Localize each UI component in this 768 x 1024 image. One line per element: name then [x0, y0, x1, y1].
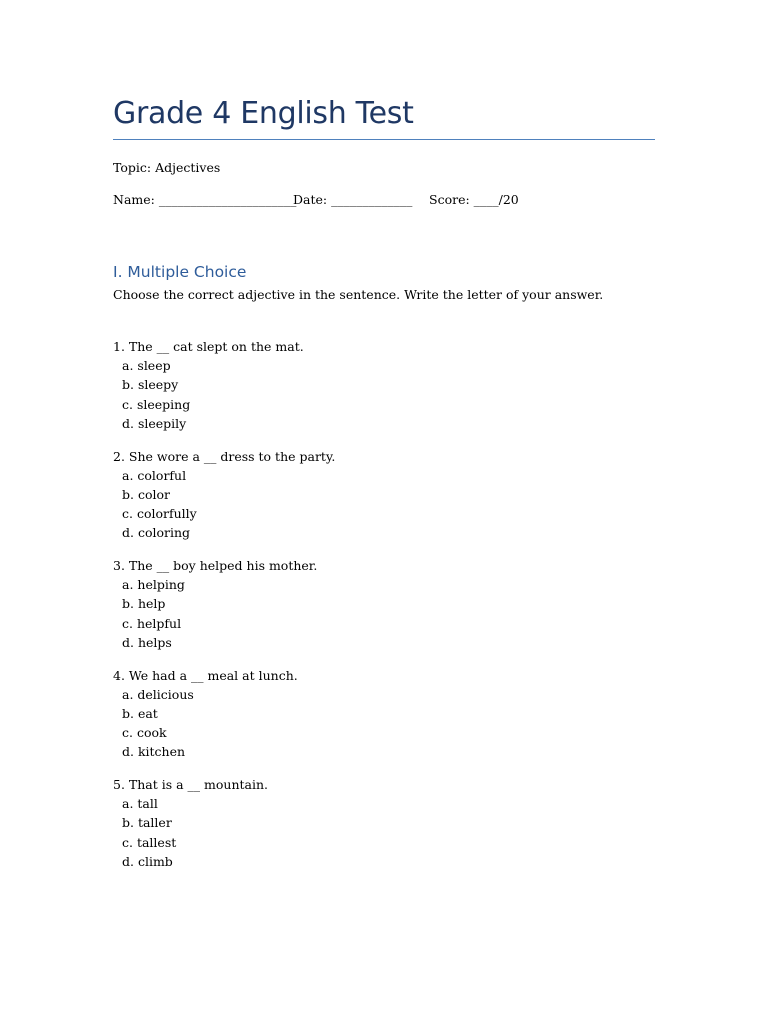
answer-option: b. color: [122, 486, 170, 502]
question-5: [113, 775, 655, 871]
answer-option: a. delicious: [122, 686, 194, 702]
answer-option: d. sleepily: [122, 415, 187, 431]
answer-option: d. coloring: [122, 525, 191, 541]
answer-option: b. eat: [122, 705, 158, 721]
question-text: 4. We had a __ meal at lunch.: [113, 667, 298, 683]
question-4: [113, 666, 655, 762]
answer-option: c. helpful: [122, 615, 182, 631]
question-text: 2. She wore a __ dress to the party.: [113, 448, 336, 464]
answer-option: b. help: [122, 596, 166, 612]
answer-option: b. taller: [122, 815, 172, 831]
answer-option: c. tallest: [122, 834, 177, 850]
answer-option: d. climb: [122, 853, 173, 869]
question-2: [113, 447, 655, 543]
question-text: 1. The __ cat slept on the mat.: [113, 339, 304, 354]
section-instructions: Choose the correct adjective in the sentence. Write the letter of your answer.: [113, 287, 604, 302]
title-underline: [113, 139, 655, 140]
name-field: Name: ______________________: [113, 192, 297, 207]
question-text: 5. That is a __ mountain.: [113, 777, 268, 793]
answer-option: a. tall: [122, 796, 158, 812]
answer-option: c. colorfully: [122, 506, 197, 522]
answer-option: d. helps: [122, 634, 172, 650]
question-list: [113, 337, 655, 885]
document-title: Grade 4 English Test: [113, 96, 414, 131]
section-heading: I. Multiple Choice: [113, 263, 247, 281]
answer-option: b. sleepy: [122, 377, 179, 393]
date-field: Date: _____________: [293, 192, 413, 207]
topic-line: Topic: Adjectives: [113, 160, 221, 175]
answer-option: a. colorful: [122, 467, 187, 483]
answer-option: c. cook: [122, 725, 167, 741]
score-field: Score: ____/20: [429, 192, 519, 207]
question-3: [113, 556, 655, 652]
answer-option: d. kitchen: [122, 744, 186, 760]
student-info-line: [113, 191, 519, 209]
answer-option: c. sleeping: [122, 396, 191, 412]
question-1: [113, 337, 655, 433]
answer-option: a. sleep: [122, 358, 171, 374]
answer-option: a. helping: [122, 577, 185, 593]
question-text: 3. The __ boy helped his mother.: [113, 558, 318, 574]
